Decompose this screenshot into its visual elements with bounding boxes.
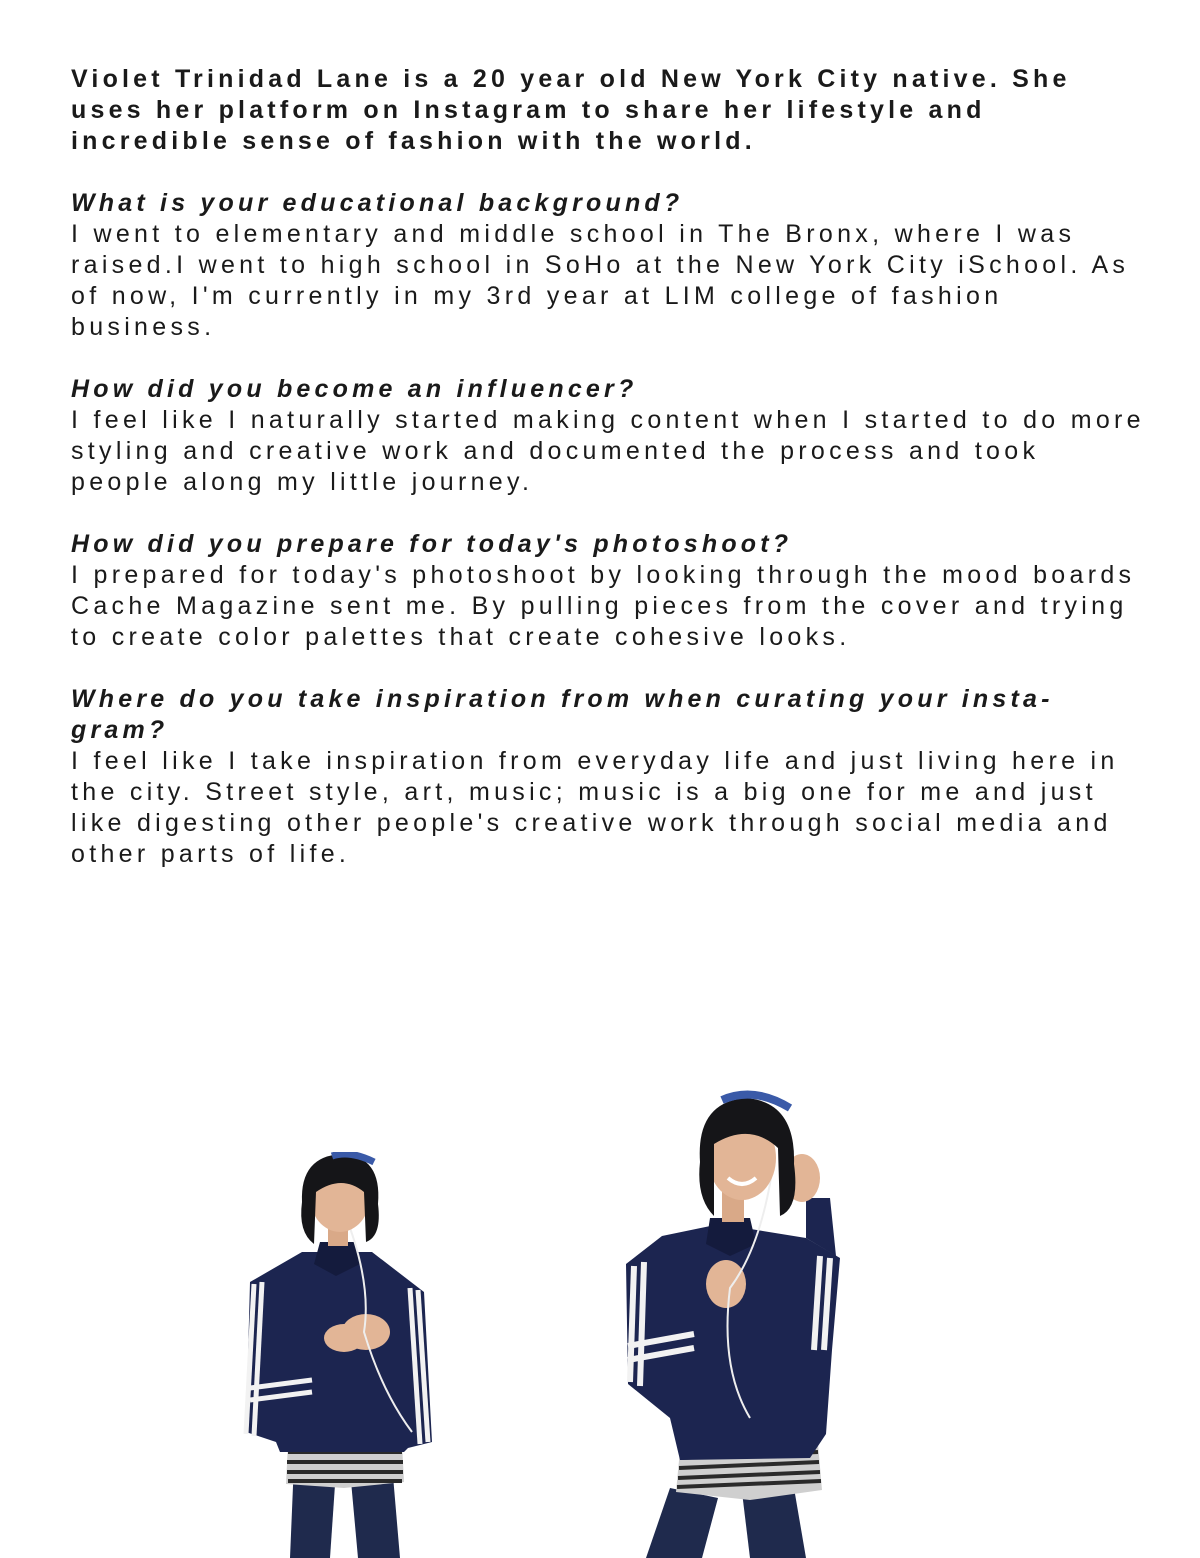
photo-row xyxy=(0,1080,1200,1558)
qa-block-inspiration xyxy=(71,684,1146,870)
article xyxy=(71,64,1146,901)
model-photo-right xyxy=(610,1088,850,1558)
answer-text: Cache Magazine sent me. By pulling pieces from the cover and trying to create color palettes that create cohesive looks. xyxy=(71,592,1128,651)
answer-text: I went to elementary and middle school in The Bronx, where I was raised.I went to high school in SoHo at the New York City iSchool. As of now, I'm currently in my 3rd year at LIM college of fashion business. xyxy=(71,220,1130,341)
question-heading: How did you become an influencer? xyxy=(71,375,638,403)
qa-block-influencer xyxy=(71,374,1146,498)
question-heading: How did you prepare for today's photoshoot? xyxy=(71,530,793,558)
model-photo-left xyxy=(232,1152,442,1558)
qa-block-photoshoot xyxy=(71,529,1146,653)
answer-text: I prepared for today's photoshoot by looking through the mood boards xyxy=(71,561,1136,589)
question-heading: What is your educational background? xyxy=(71,189,684,217)
intro-paragraph: Violet Trinidad Lane is a 20 year old New York City native. She uses her platform on Instagram to share her lifestyle and incredible sense of fashion with the world. xyxy=(71,65,1071,155)
question-heading: Where do you take inspiration from when curating your insta-gram? xyxy=(71,685,1054,744)
qa-block-education xyxy=(71,188,1146,343)
answer-text: I feel like I naturally started making content when I started to do more styling and creative work and documented the process and took people along my little journey. xyxy=(71,406,1145,496)
answer-text: I feel like I take inspiration from everyday life and just living here in the city. Street style, art, music; music is a big one for me and just like digesting other people's creative work through social media and other parts of life. xyxy=(71,747,1119,868)
